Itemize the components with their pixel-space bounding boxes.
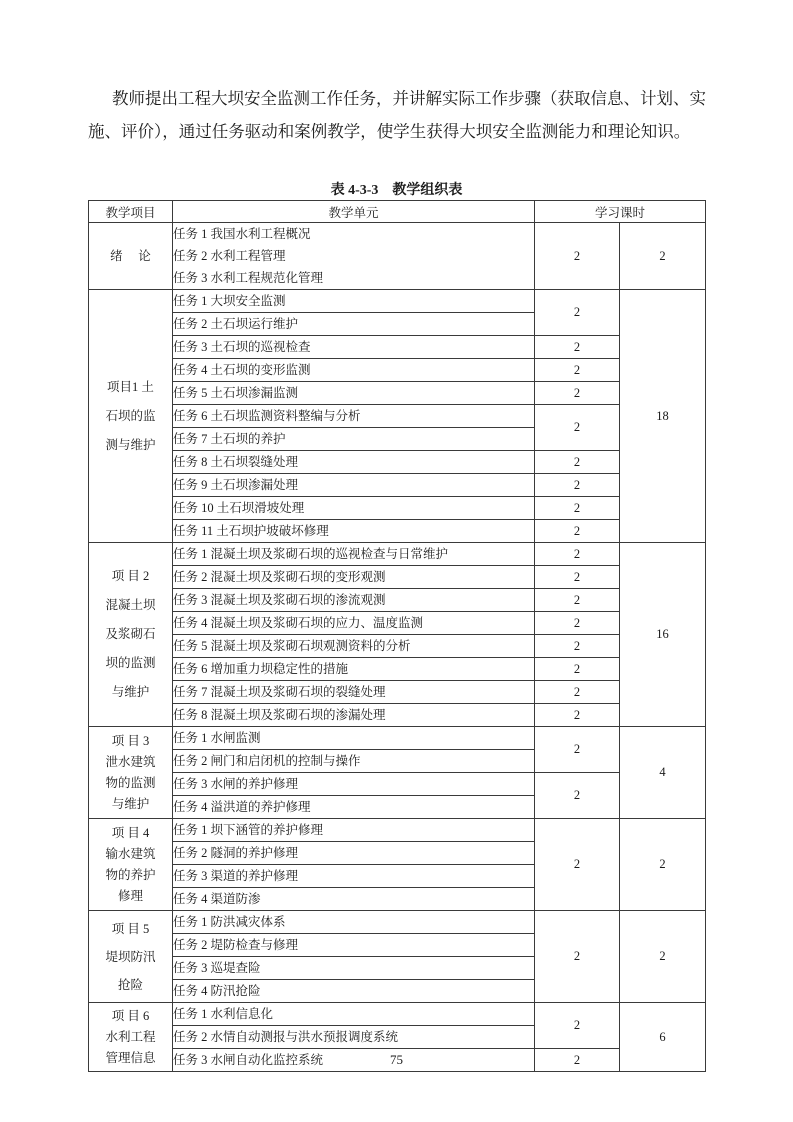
task-cell: 任务 5 混凝土坝及浆砌石坝观测资料的分析 <box>173 635 535 658</box>
intro-paragraph: 教师提出工程大坝安全监测工作任务，并讲解实际工作步骤（获取信息、计划、实施、评价），通过任务驱动和案例教学，使学生获得大坝安全监测能力和理论知识。 <box>88 89 706 141</box>
task-cell: 任务 2 隧洞的养护修理 <box>173 842 535 865</box>
project-label-line: 水利工程 <box>105 1029 156 1044</box>
project-cell <box>89 223 173 290</box>
project-label-line: 物的监测 <box>105 775 156 790</box>
project-cell <box>89 543 173 727</box>
task-line: 任务 3 水利工程规范化管理 <box>173 271 324 285</box>
table-row <box>89 474 706 497</box>
task-cell: 任务 1 大坝安全监测 <box>173 290 535 313</box>
project-label-line: 项 目 2 <box>111 569 150 583</box>
table-row <box>89 727 706 750</box>
unit-hours-cell: 2 <box>535 773 620 819</box>
table-row <box>89 589 706 612</box>
task-cell: 任务 3 渠道的养护修理 <box>173 865 535 888</box>
project-cell <box>89 727 173 819</box>
table-row <box>89 566 706 589</box>
task-cell: 任务 11 土石坝护坡破坏修理 <box>173 520 535 543</box>
project-cell <box>89 290 173 543</box>
table-row <box>89 819 706 842</box>
page-number: 75 <box>390 1052 403 1067</box>
unit-hours-cell: 2 <box>535 520 620 543</box>
task-cell: 任务 9 土石坝渗漏处理 <box>173 474 535 497</box>
header-teaching-unit: 教学单元 <box>173 201 535 223</box>
task-cell: 任务 6 增加重力坝稳定性的措施 <box>173 658 535 681</box>
task-cell: 任务 2 堤防检查与修理 <box>173 934 535 957</box>
project-label-line: 堤坝防汛 <box>105 949 156 964</box>
task-cell: 任务 7 混凝土坝及浆砌石坝的裂缝处理 <box>173 681 535 704</box>
task-cell: 任务 4 土石坝的变形监测 <box>173 359 535 382</box>
unit-hours-cell: 2 <box>535 223 620 290</box>
total-hours-cell: 2 <box>620 911 706 1003</box>
project-cell <box>89 911 173 1003</box>
total-hours-cell: 16 <box>620 543 706 727</box>
task-cell: 任务 5 土石坝渗漏监测 <box>173 382 535 405</box>
total-hours-cell: 18 <box>620 290 706 543</box>
task-cell: 任务 1 水闸监测 <box>173 727 535 750</box>
project-label-line: 项 目 3 <box>111 733 150 748</box>
unit-hours-cell: 2 <box>535 1003 620 1049</box>
table-row <box>89 543 706 566</box>
unit-hours-cell: 2 <box>535 497 620 520</box>
project-label-line: 项 目 6 <box>111 1008 150 1023</box>
task-cell: 任务 4 防汛抢险 <box>173 980 535 1003</box>
project-label-line: 泄水建筑 <box>105 754 156 769</box>
table-header-row <box>89 201 706 223</box>
table-row <box>89 405 706 428</box>
project-label-line: 物的养护 <box>105 867 156 882</box>
unit-hours-cell: 2 <box>535 290 620 336</box>
unit-hours-cell: 2 <box>535 405 620 451</box>
table-row <box>89 612 706 635</box>
table-row <box>89 635 706 658</box>
unit-hours-cell: 2 <box>535 451 620 474</box>
table-row <box>89 359 706 382</box>
total-hours-cell: 2 <box>620 819 706 911</box>
table-row <box>89 520 706 543</box>
unit-hours-cell: 2 <box>535 474 620 497</box>
unit-hours-cell: 2 <box>535 681 620 704</box>
teaching-organization-table <box>88 200 706 1072</box>
unit-hours-cell: 2 <box>535 336 620 359</box>
unit-hours-cell: 2 <box>535 658 620 681</box>
task-cell: 任务 1 混凝土坝及浆砌石坝的巡视检查与日常维护 <box>173 543 535 566</box>
project-label-line: 项 目 5 <box>111 921 150 936</box>
table-row <box>89 497 706 520</box>
project-label-line: 管理信息 <box>105 1050 156 1065</box>
task-cell: 任务 2 混凝土坝及浆砌石坝的变形观测 <box>173 566 535 589</box>
unit-hours-cell: 2 <box>535 911 620 1003</box>
task-cell: 任务 4 溢洪道的养护修理 <box>173 796 535 819</box>
table-row <box>89 1003 706 1026</box>
table-row <box>89 658 706 681</box>
project-label-line: 坝的监测 <box>105 656 156 670</box>
task-line: 任务 1 我国水利工程概况 <box>173 227 311 241</box>
task-cell: 任务 3 土石坝的巡视检查 <box>173 336 535 359</box>
unit-hours-cell: 2 <box>535 566 620 589</box>
table-row <box>89 911 706 934</box>
project-label-line: 与维护 <box>111 685 150 699</box>
unit-hours-cell: 2 <box>535 589 620 612</box>
project-label-line: 石坝的监 <box>105 408 156 423</box>
project-label-line: 项目1 土 <box>107 379 154 394</box>
task-cell: 任务 3 水闸自动化监控系统 <box>173 1049 535 1072</box>
task-cell: 任务 2 闸门和启闭机的控制与操作 <box>173 750 535 773</box>
task-cell: 任务 3 巡堤查险 <box>173 957 535 980</box>
task-cell: 任务 8 土石坝裂缝处理 <box>173 451 535 474</box>
unit-hours-cell: 2 <box>535 1049 620 1072</box>
task-cell: 任务 1 水利信息化 <box>173 1003 535 1026</box>
task-line: 任务 2 水利工程管理 <box>173 249 286 263</box>
table-row <box>89 704 706 727</box>
unit-hours-cell: 2 <box>535 359 620 382</box>
task-cell: 任务 8 混凝土坝及浆砌石坝的渗漏处理 <box>173 704 535 727</box>
table-row <box>89 681 706 704</box>
project-label-line: 修理 <box>117 888 143 903</box>
task-cell: 任务 1 防洪减灾体系 <box>173 911 535 934</box>
task-cell: 任务 3 混凝土坝及浆砌石坝的渗流观测 <box>173 589 535 612</box>
unit-hours-cell: 2 <box>535 727 620 773</box>
unit-hours-cell: 2 <box>535 819 620 911</box>
header-teaching-project: 教学项目 <box>89 201 173 223</box>
unit-hours-cell: 2 <box>535 543 620 566</box>
task-cell: 任务 3 水闸的养护修理 <box>173 773 535 796</box>
project-label-line: 混凝土坝 <box>105 598 156 612</box>
task-cell: 任务 10 土石坝滑坡处理 <box>173 497 535 520</box>
task-cell: 任务 2 土石坝运行维护 <box>173 313 535 336</box>
total-hours-cell: 2 <box>620 223 706 290</box>
unit-hours-cell: 2 <box>535 704 620 727</box>
task-cell: 任务 6 土石坝监测资料整编与分析 <box>173 405 535 428</box>
table-row <box>89 336 706 359</box>
total-hours-cell: 6 <box>620 1003 706 1072</box>
total-hours-cell: 4 <box>620 727 706 819</box>
unit-hours-cell: 2 <box>535 612 620 635</box>
project-label-line: 测与维护 <box>105 437 156 452</box>
table-row <box>89 451 706 474</box>
task-cell: 任务 4 渠道防渗 <box>173 888 535 911</box>
unit-hours-cell: 2 <box>535 635 620 658</box>
table-row <box>89 290 706 313</box>
unit-hours-cell: 2 <box>535 382 620 405</box>
task-cell: 任务 7 土石坝的养护 <box>173 428 535 451</box>
project-label-line: 输水建筑 <box>105 846 156 861</box>
project-cell <box>89 819 173 911</box>
table-row <box>89 773 706 796</box>
project-label-line: 与维护 <box>111 796 150 811</box>
header-study-hours: 学习课时 <box>535 201 706 223</box>
table-caption: 表 4-3-3 教学组织表 <box>330 183 463 198</box>
task-cell: 任务 2 水情自动测报与洪水预报调度系统 <box>173 1026 535 1049</box>
project-label-line: 抢险 <box>117 977 143 992</box>
task-cell: 任务 1 坝下涵管的养护修理 <box>173 819 535 842</box>
table-row <box>89 223 706 290</box>
project-label-line: 及浆砌石 <box>105 627 156 641</box>
task-cell: 任务 4 混凝土坝及浆砌石坝的应力、温度监测 <box>173 612 535 635</box>
task-cell <box>173 223 535 290</box>
table-row <box>89 382 706 405</box>
project-label-line: 绪 论 <box>110 248 151 263</box>
project-label-line: 项 目 4 <box>111 825 150 840</box>
